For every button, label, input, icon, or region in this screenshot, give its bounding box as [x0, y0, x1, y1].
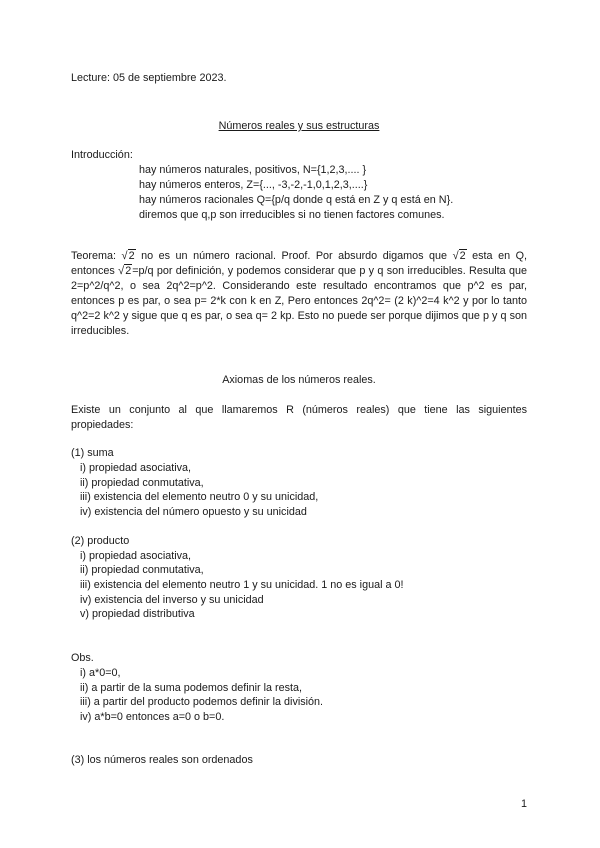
intro-heading: Introducción: [71, 149, 133, 161]
theorem-text-4: =p/q por definición, y podemos considerar que p y q son irreducibles. Resulta que 2=p^2/q^2, o sea 2q^2=p^2. Considerando este resultado encontramos que p^2 es par, entonces p es par, o sea p= 2*k con k en Z, Pero entonces 2q^2= (2 k)^2=4 k^2 y por lo tanto q^2=2 k^2 y sigue que q es par, o sea q= 2 kp. Esto no puede ser porque dijimos que p y q son irreducibles. [71, 265, 527, 337]
lecture-date: Lecture: 05 de septiembre 2023. [71, 72, 227, 84]
sqrt-two [453, 249, 467, 264]
producto-item: ii) propiedad conmutativa, [80, 564, 204, 576]
intro-line-naturales: hay números naturales, positivos, N={1,2,3,.... } [139, 164, 367, 176]
producto-title: (2) producto [71, 535, 130, 547]
theorem-text-2: no es un número racional. Proof. Por absurdo digamos que [135, 250, 453, 262]
intro-line-irreducibles: diremos que q,p son irreducibles si no tienen factores comunes. [139, 209, 445, 221]
intro-line-enteros: hay números enteros, Z={..., -3,-2,-1,0,1,2,3,....} [139, 179, 368, 191]
obs-item: iv) a*b=0 entonces a=0 o b=0. [80, 711, 225, 723]
theorem-paragraph [71, 249, 527, 339]
producto-item: iii) existencia del elemento neutro 1 y su unicidad. 1 no es igual a 0! [80, 579, 404, 591]
theorem-text-1: Teorema: [71, 250, 122, 262]
sqrt-two [118, 264, 132, 279]
page-title: Números reales y sus estructuras [218, 120, 380, 132]
sqrt-symbol: √ [452, 250, 459, 262]
axioms-intro: Existe un conjunto al que llamaremos R (números reales) que tiene las siguientes propiedades: [71, 404, 527, 431]
suma-title: (1) suma [71, 447, 114, 459]
ordenados-heading: (3) los números reales son ordenados [71, 754, 253, 766]
obs-item: i) a*0=0, [80, 667, 121, 679]
producto-item: i) propiedad asociativa, [80, 550, 192, 562]
producto-item: v) propiedad distributiva [80, 608, 195, 620]
sqrt-symbol: √ [121, 250, 128, 262]
suma-item: ii) propiedad conmutativa, [80, 477, 204, 489]
sqrt-radicand: 2 [128, 250, 135, 262]
intro-line-racionales: hay números racionales Q={p/q donde q está en Z y q está en N}. [139, 194, 454, 206]
page-number: 1 [520, 798, 527, 810]
obs-item: ii) a partir de la suma podemos definir la resta, [80, 682, 303, 694]
producto-item: iv) existencia del inverso y su unicidad [80, 594, 264, 606]
suma-item: iv) existencia del número opuesto y su unicidad [80, 506, 307, 518]
sqrt-two [122, 249, 136, 264]
axioms-heading: Axiomas de los números reales. [222, 374, 376, 386]
sqrt-radicand: 2 [125, 265, 132, 277]
suma-item: iii) existencia del elemento neutro 0 y su unicidad, [80, 491, 319, 503]
theorem-text-3: esta en Q, entonces [71, 250, 527, 277]
suma-item: i) propiedad asociativa, [80, 462, 192, 474]
sqrt-radicand: 2 [459, 250, 466, 262]
sqrt-symbol: √ [118, 265, 125, 277]
obs-item: iii) a partir del producto podemos definir la división. [80, 696, 324, 708]
obs-title: Obs. [71, 652, 94, 664]
